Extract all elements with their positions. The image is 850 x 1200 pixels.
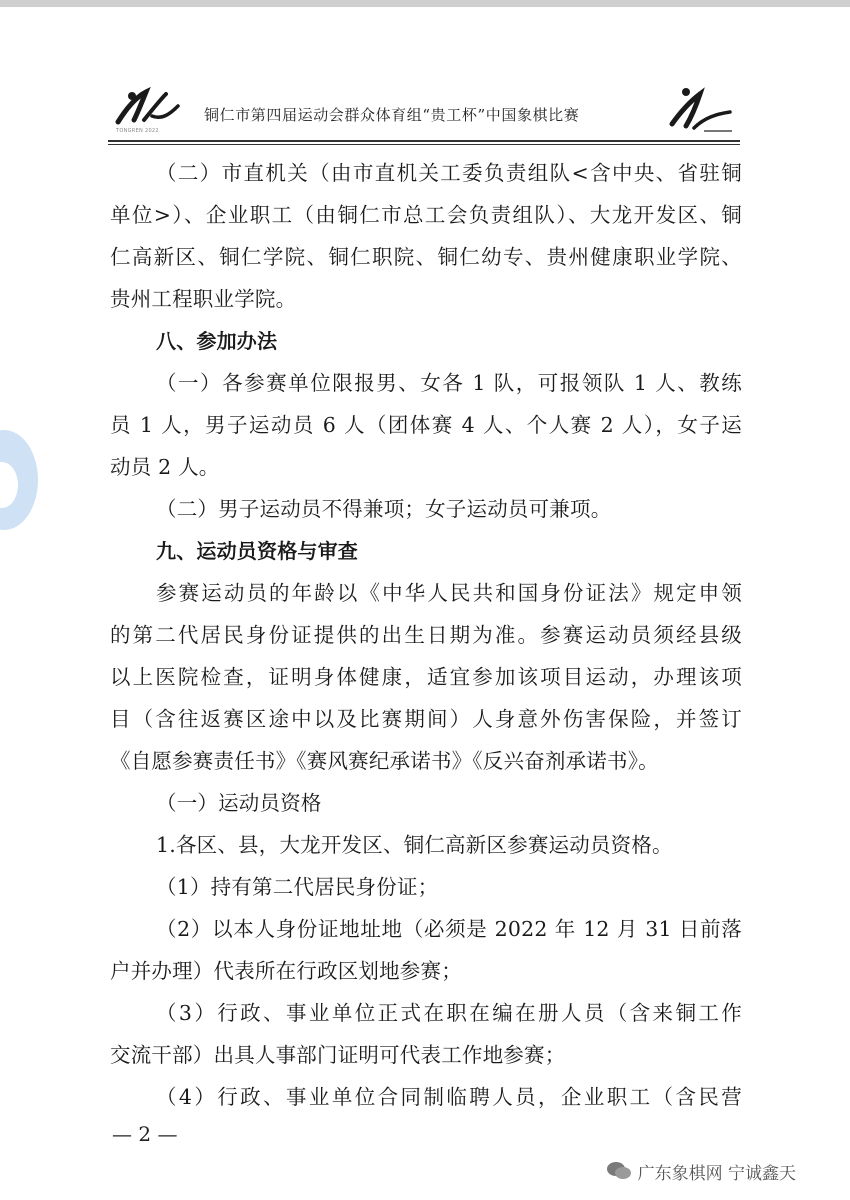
paragraph-line: 参赛运动员的年龄以《中华人民共和国身份证法》规定申领 bbox=[156, 581, 742, 605]
paragraph-line: （4）行政、事业单位合同制临聘人员，企业职工（含民营 bbox=[156, 1085, 742, 1109]
header-rule-thin bbox=[108, 144, 740, 145]
paragraph-line: （一）运动员资格 bbox=[156, 791, 322, 815]
paragraph-line: 的第二代居民身份证提供的出生日期为准。参赛运动员须经县级 bbox=[110, 623, 742, 647]
header-rule-thick bbox=[108, 140, 740, 142]
wechat-icon bbox=[606, 1161, 632, 1181]
page-number: — 2 — bbox=[112, 1122, 178, 1146]
header-title: 铜仁市第四届运动会群众体育组“贵工杯”中国象棋比赛 bbox=[204, 106, 580, 124]
paragraph-line: 员 1 人，男子运动员 6 人（团体赛 4 人、个人赛 2 人），女子运 bbox=[110, 413, 742, 437]
games-logo-right-icon bbox=[664, 84, 742, 140]
logo-left-caption: TONGREN 2022 bbox=[116, 128, 159, 134]
page-header bbox=[108, 86, 738, 138]
top-edge-strip bbox=[0, 0, 850, 7]
paragraph-line: （2）以本人身份证地址地（必须是 2022 年 12 月 31 日前落 bbox=[156, 917, 742, 941]
paragraph-line: 以上医院检查，证明身体健康，适宜参加该项目运动，办理该项 bbox=[110, 665, 742, 689]
document-body bbox=[110, 152, 742, 1118]
paragraph-line: （二）男子运动员不得兼项；女子运动员可兼项。 bbox=[156, 497, 612, 521]
paragraph-line: 贵州工程职业学院。 bbox=[110, 287, 297, 311]
source-watermark bbox=[606, 1158, 796, 1184]
paragraph-line: 《自愿参赛责任书》《赛风赛纪承诺书》《反兴奋剂承诺书》。 bbox=[110, 749, 659, 773]
paragraph-line: 交流干部）出具人事部门证明可代表工作地参赛； bbox=[110, 1043, 566, 1067]
paragraph-line: （二）市直机关（由市直机关工委负责组队<含中央、省驻铜 bbox=[156, 161, 742, 185]
paragraph-line: 目（含往返赛区途中以及比赛期间）人身意外伤害保险，并签订 bbox=[110, 707, 742, 731]
paragraph-line: 仁高新区、铜仁学院、铜仁职院、铜仁幼专、贵州健康职业学院、 bbox=[110, 245, 742, 269]
paragraph-line: （1）持有第二代居民身份证； bbox=[156, 875, 439, 899]
section-heading: 八、参加办法 bbox=[156, 329, 278, 353]
paragraph-line: 1.各区、县，大龙开发区、铜仁高新区参赛运动员资格。 bbox=[156, 833, 673, 857]
watermark-text: 广东象棋网 宁诚鑫天 bbox=[637, 1163, 796, 1184]
paragraph-line: 户并办理）代表所在行政区划地参赛； bbox=[110, 959, 462, 983]
paragraph-line: （一）各参赛单位限报男、女各 1 队，可报领队 1 人、教练 bbox=[156, 371, 742, 395]
section-heading: 九、运动员资格与审查 bbox=[156, 539, 358, 563]
paragraph-line: （3）行政、事业单位正式在职在编在册人员（含来铜工作 bbox=[156, 1001, 742, 1025]
paragraph-line: 动员 2 人。 bbox=[110, 455, 220, 479]
paragraph-line: 单位>）、企业职工（由铜仁市总工会负责组队）、大龙开发区、铜 bbox=[110, 203, 742, 227]
